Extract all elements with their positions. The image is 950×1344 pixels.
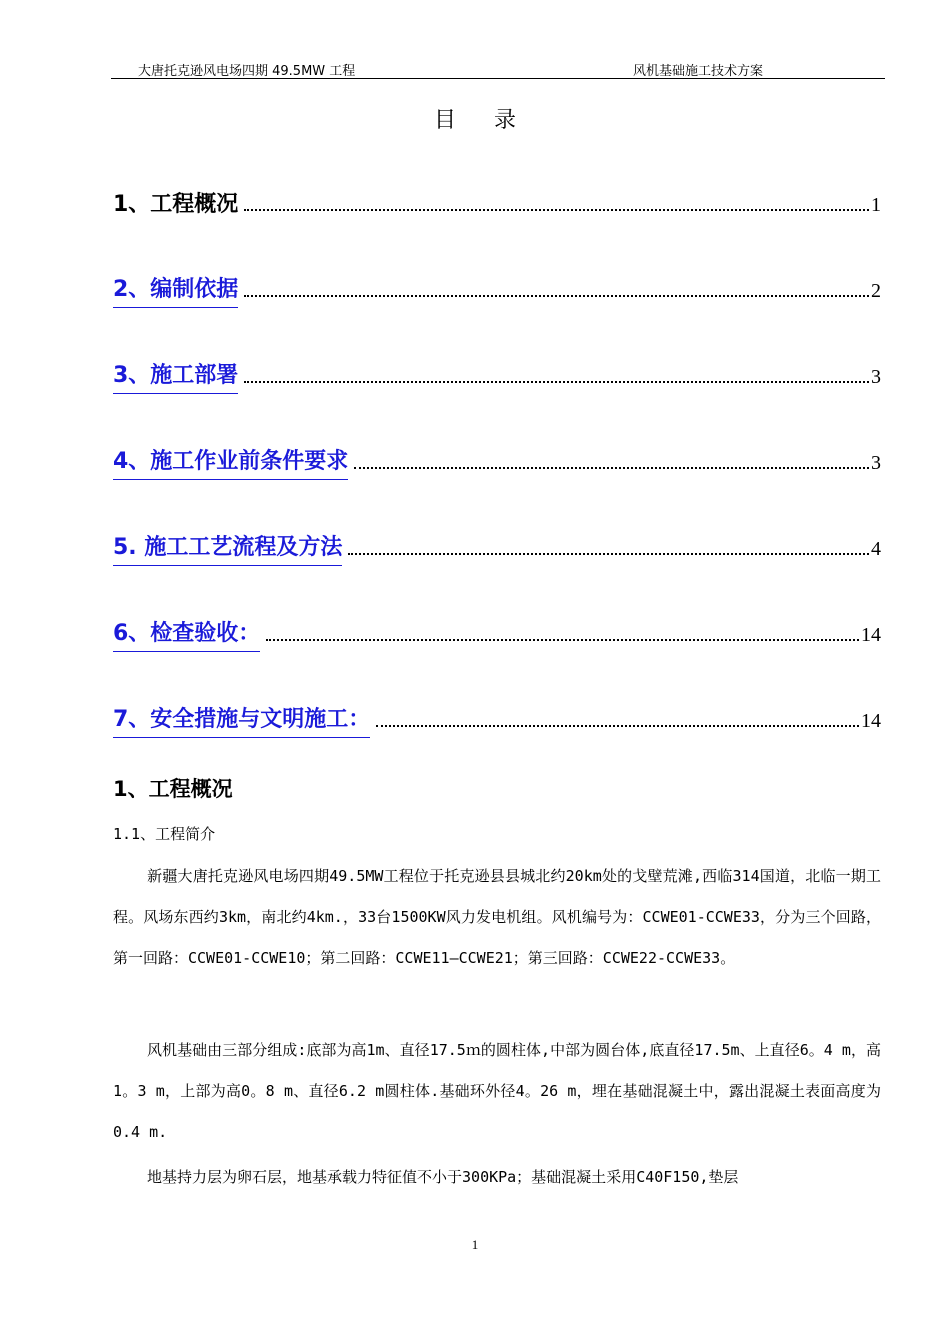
toc-entry-link[interactable]: 2、编制依据 (113, 272, 238, 308)
toc-leader-dots (266, 639, 859, 641)
section-heading: 1、工程概况 (113, 777, 233, 801)
toc-entry-page: 1 (871, 194, 881, 216)
toc-entry-4[interactable] (113, 444, 881, 480)
toc-entry-1[interactable] (113, 186, 881, 222)
toc-entry-2[interactable] (113, 272, 881, 308)
toc-entry-label: 1、工程概况 (113, 192, 239, 217)
toc-entry-link[interactable]: 4、施工作业前条件要求 (113, 444, 348, 480)
body-paragraph-1 (113, 856, 881, 979)
header-document-title: 风机基础施工技术方案 (633, 64, 764, 79)
toc-leader-dots (244, 209, 869, 211)
toc-entry-page: 14 (861, 624, 881, 646)
toc-entry-page: 14 (861, 710, 881, 732)
paragraph-text: 新疆大唐托克逊风电场四期49.5MW工程位于托克逊县县城北约20km处的戈壁荒滩,西临314国道，北临一期工程。风场东西约3km，南北约4km.，33台1500KW风力发电机组。风机编号为：CCWE01-CCWE33，分为三个回路，第一回路：CCWE01-CCWE10；第二回路：CCWE11—CCWE21；第三回路：CCWE22-CCWE33。 (113, 867, 881, 967)
toc-entry-link[interactable]: 5. 施工工艺流程及方法 (113, 530, 342, 566)
toc-entry-5[interactable] (113, 530, 881, 566)
toc-leader-dots (244, 295, 869, 297)
toc-entry-page: 2 (871, 280, 881, 302)
header-project-title: 大唐托克逊风电场四期 49.5MW 工程 (138, 64, 356, 79)
toc-entry-7[interactable] (113, 702, 881, 738)
toc-leader-dots (376, 725, 859, 727)
paragraph-text: 风机基础由三部分组成:底部为高1m、直径17.5ｍ的圆柱体,中部为圆台体,底直径17.5m、上直径6。4 m，高1。3 m，上部为高0。8 m、直径6.2 m圆柱体.基础环外径4。26 m，埋在基础混凝土中，露出混凝土表面高度为0.4 m. (113, 1041, 881, 1141)
body-paragraph-3 (113, 1157, 881, 1198)
toc-entry-6[interactable] (113, 616, 881, 652)
body-paragraph-2 (113, 1030, 881, 1153)
toc-entry-page: 3 (871, 366, 881, 388)
toc-leader-dots (354, 467, 869, 469)
toc-entry-page: 4 (871, 538, 881, 560)
toc-entry-link[interactable]: 6、检查验收： (113, 616, 260, 652)
header-rule (111, 78, 885, 79)
toc-entry-page: 3 (871, 452, 881, 474)
toc-entry-link[interactable]: 7、安全措施与文明施工： (113, 702, 370, 738)
toc-entry-3[interactable] (113, 358, 881, 394)
toc-leader-dots (244, 381, 869, 383)
toc-title: 目录 (433, 108, 554, 133)
paragraph-text: 地基持力层为卵石层，地基承载力特征值不小于300KPa；基础混凝土采用C40F150,垫层 (147, 1168, 739, 1186)
page-number: 1 (471, 1237, 479, 1252)
toc-leader-dots (348, 553, 869, 555)
toc-entry-link[interactable]: 3、施工部署 (113, 358, 238, 394)
subsection-heading: 1.1、工程简介 (113, 825, 216, 843)
